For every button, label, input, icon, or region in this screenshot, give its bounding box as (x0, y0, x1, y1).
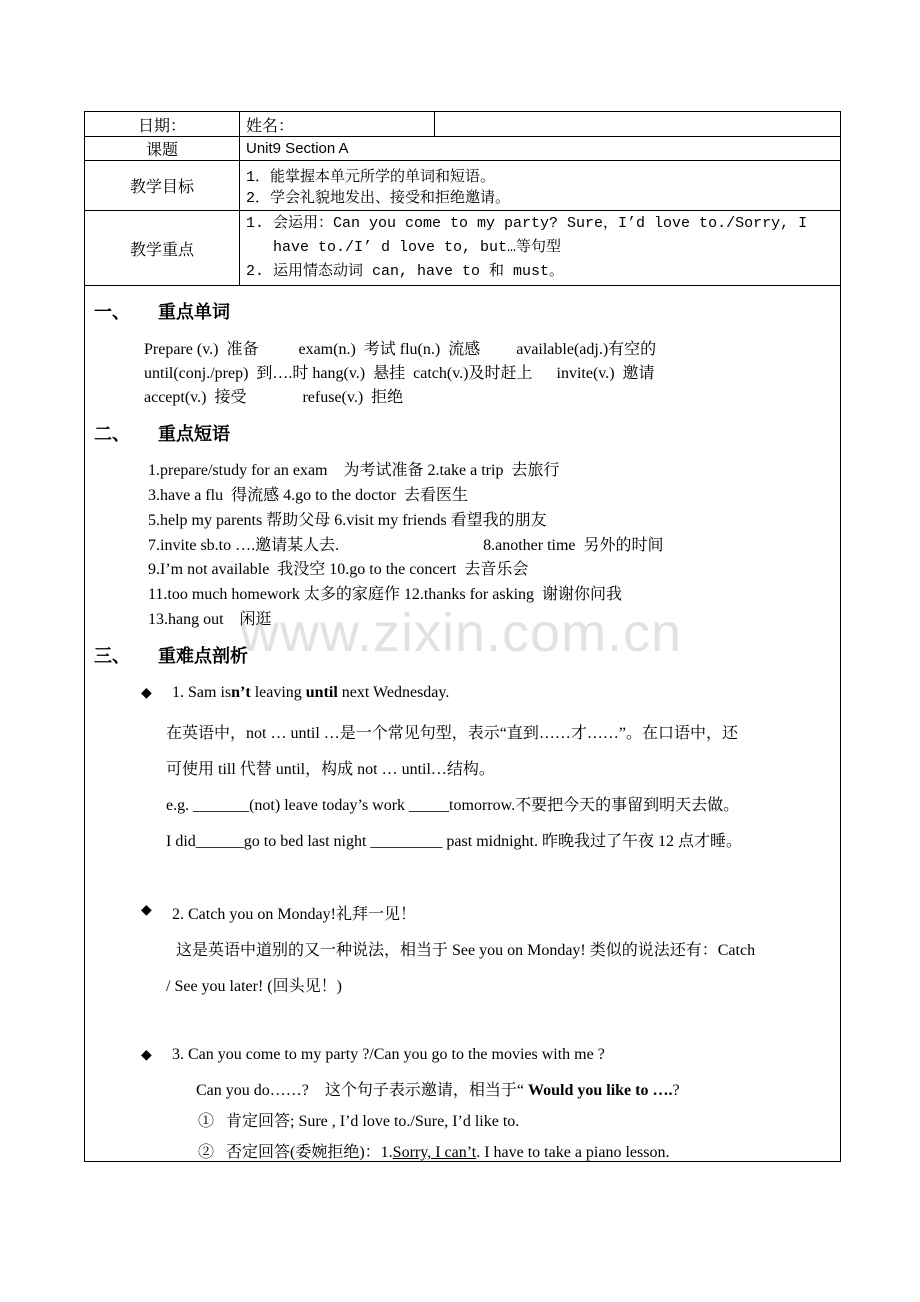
phrase-line: 5.help my parents 帮助父母 6.visit my friends 看望我的朋友 (148, 512, 547, 529)
goal-label: 教学目标 (85, 161, 240, 211)
lesson-plan-header (84, 111, 840, 286)
phrase-line: 1.prepare/study for an exam 为考试准备 2.take a trip 去旅行 (148, 462, 560, 479)
goal-list (240, 161, 841, 211)
bullet-diamond-icon: ◆ (141, 686, 152, 701)
watermark: www.zixin.com.cn (240, 603, 683, 663)
point1-line: 在英语中，not … until …是一个常见句型，表示“直到……才……”。在口语中，还 (166, 725, 738, 742)
bullet-diamond-icon: ◆ (141, 903, 152, 918)
section3-number: 三、 (94, 646, 130, 667)
point2-heading: 2. Catch you on Monday!礼拜一见！ (172, 906, 416, 923)
focus-label: 教学重点 (85, 211, 240, 286)
phrase-line: 11.too much homework 太多的家庭作 12.thanks for asking 谢谢你问我 (148, 586, 623, 603)
point1-heading: 1. Sam isn’t leaving until next Wednesday. (172, 684, 450, 701)
bullet-diamond-icon: ◆ (141, 1048, 152, 1063)
topic-label: 课题 (85, 137, 240, 161)
phrase-line: 7.invite sb.to ….邀请某人去. 8.another time 另外的时间 (148, 537, 664, 554)
vocab-line: Prepare (v.) 准备 exam(n.) 考试 flu(n.) 流感 available(adj.)有空的 (144, 341, 657, 358)
topic-value: Unit9 Section A (240, 137, 841, 161)
focus-item: 2. 运用情态动词 can, have to 和 must。 (246, 263, 565, 280)
point3-answer-negative: ② 否定回答(委婉拒绝)：1.Sorry, I can’t. I have to take a piano lesson. (198, 1144, 670, 1161)
phrase-line: 13.hang out 闲逛 (148, 611, 272, 628)
section1-title: 重点单词 (158, 302, 230, 323)
date-label: 日期： (85, 112, 240, 137)
point1-example: I did______go to bed last night _________ past midnight. 昨晚我过了午夜 12 点才睡。 (166, 833, 742, 850)
focus-item: have to./I’ d love to, but…等句型 (273, 239, 562, 256)
focus-list (240, 211, 841, 286)
point3-answer-positive: ① 肯定回答; Sure , I’d love to./Sure, I’d like to. (198, 1113, 520, 1130)
header-table (84, 111, 841, 286)
phrase-line: 3.have a flu 得流感 4.go to the doctor 去看医生 (148, 487, 468, 504)
goal-item: 1．能掌握本单元所学的单词和短语。 (246, 168, 496, 186)
vocab-line: until(conj./prep) 到….时 hang(v.) 悬挂 catch(v.)及时赶上 invite(v.) 邀请 (144, 365, 655, 382)
point1-line: 可使用 till 代替 until，构成 not … until…结构。 (166, 761, 495, 778)
phrase-line: 9.I’m not available 我没空 10.go to the concert 去音乐会 (148, 561, 529, 578)
section1-number: 一、 (94, 302, 130, 323)
point1-example: e.g. _______(not) leave today’s work _____tomorrow.不要把今天的事留到明天去做。 (166, 797, 740, 814)
point3-heading: 3. Can you come to my party ?/Can you go to the movies with me ? (172, 1046, 605, 1063)
point2-line: 这是英语中道别的又一种说法，相当于 See you on Monday! 类似的说法还有：Catch (176, 942, 756, 959)
focus-item: 1. 会运用：Can you come to my party? Sure，I’d love to./Sorry, I (246, 215, 808, 232)
goal-item: 2．学会礼貌地发出、接受和拒绝邀请。 (246, 189, 511, 207)
vocab-line: accept(v.) 接受 refuse(v.) 拒绝 (144, 389, 404, 406)
section2-title: 重点短语 (158, 424, 230, 445)
section2-number: 二、 (94, 424, 130, 445)
point3-line: Can you do……? 这个句子表示邀请，相当于“ Would you like to ….? (196, 1082, 680, 1099)
section3-title: 重难点剖析 (158, 646, 248, 667)
point2-line: / See you later! (回头见！) (166, 978, 342, 995)
name-value-cell (435, 112, 841, 137)
name-label: 姓名： (240, 112, 435, 137)
